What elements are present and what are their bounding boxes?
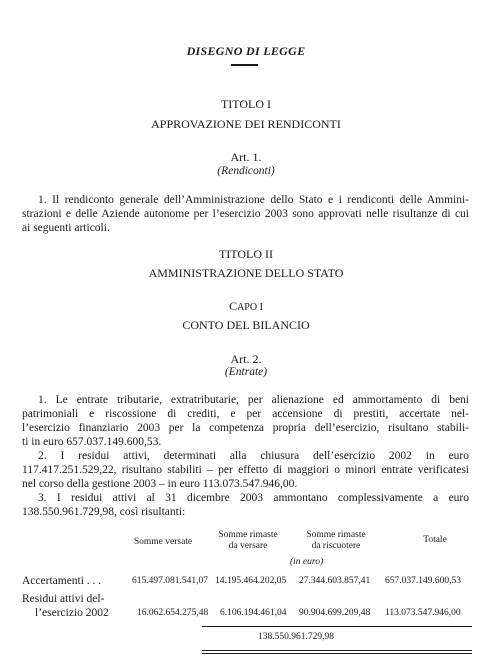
- row-label-accertamenti: Accertamenti . . .: [22, 575, 102, 587]
- titolo-1-name: APPROVAZIONE DEI RENDICONTI: [151, 117, 341, 131]
- art-1-label: Art. 1.: [230, 150, 262, 164]
- cell-accertamenti-da-versare: 14.195.464.202,05: [215, 576, 287, 586]
- titolo-2-label: TITOLO II: [218, 247, 274, 261]
- text-line: 117.417.251.529,22, risultano stabiliti – per effetto di maggiori o minori entrate verificatesi: [22, 464, 469, 476]
- text-line: nel corso della gestione 2003 – in euro 113.073.547.946,00.: [22, 478, 298, 490]
- cell-residui-da-riscuotere: 90.904.699.209,48: [299, 608, 371, 618]
- cell-accertamenti-totale: 657.037.149.600,53: [385, 576, 461, 586]
- text-line: 1. Le entrate tributarie, extratributarie, per alienazione ed ammortamento di beni: [38, 394, 469, 406]
- art-2-paragraph-3: [22, 491, 469, 519]
- col-header-totale: Totale: [423, 535, 447, 545]
- header-line: Somme rimaste: [218, 530, 278, 540]
- total-rule-bottom-2: [202, 653, 472, 654]
- cell-accertamenti-versate: 615.497.081.541,07: [132, 576, 208, 586]
- text-line: 1. Il rendiconto generale dell’Amministrazione dello Stato e i rendiconti delle Ammini-: [38, 194, 469, 206]
- text-line: strazioni e delle Aziende autonome per l’esercizio 2003 sono approvati nelle risultanze di cui: [22, 208, 469, 220]
- text-line: patrimoniali e riscossione di crediti, e per accensione di prestiti, accertate nel-: [22, 408, 469, 420]
- art-2-paragraph-1: [22, 393, 469, 449]
- text-line: 3. I residui attivi al 31 dicembre 2003 ammontano complessivamente a euro: [38, 492, 469, 504]
- art-1-subtitle: (Rendiconti): [217, 165, 275, 177]
- cell-residui-versate: 16.062.654.275,48: [137, 608, 209, 618]
- document-title: DISEGNO DI LEGGE: [186, 44, 306, 58]
- cell-residui-da-versare: 6.106.194.461,04: [220, 608, 287, 618]
- title-underline: [231, 64, 258, 66]
- capo-1-name: CONTO DEL BILANCIO: [182, 318, 310, 332]
- row-label-residui-line1: Residui attivi del-: [22, 593, 105, 605]
- art-2-subtitle: (Entrate): [224, 366, 268, 378]
- header-line: da versare: [228, 541, 268, 551]
- text-line: 2. I residui attivi, determinati alla chiusura dell’esercizio 2002 in euro: [38, 450, 469, 462]
- col-header-somme-versate: Somme versate: [133, 537, 193, 547]
- titolo-1-label: TITOLO I: [220, 97, 272, 111]
- header-line: da riscuotere: [311, 541, 361, 551]
- row-label-residui-line2: l’esercizio 2002: [35, 607, 109, 619]
- capo-initial: C: [229, 299, 238, 313]
- grand-total: 138.550.961.729,98: [258, 632, 334, 642]
- table-unit: (in euro): [290, 557, 324, 567]
- capo-1-label: [0, 299, 492, 314]
- art-1-paragraph: [22, 193, 469, 235]
- text-line: 138.550.961.729,98, così risultanti:: [22, 506, 186, 518]
- art-2-label: Art. 2.: [230, 352, 262, 366]
- total-rule-bottom-1: [202, 650, 472, 651]
- cell-residui-totale: 113.073.547.946,00: [385, 608, 461, 618]
- col-header-somme-rimaste-versare: [205, 530, 291, 552]
- text-line: ai seguenti articoli.: [22, 222, 110, 234]
- total-rule-top: [202, 626, 472, 627]
- capo-rest: APO I: [237, 302, 263, 313]
- titolo-2-name: AMMINISTRAZIONE DELLO STATO: [148, 266, 344, 280]
- col-header-somme-rimaste-riscuotere: [290, 530, 382, 552]
- cell-accertamenti-da-riscuotere: 27.344.603.857,41: [299, 576, 371, 586]
- art-2-paragraph-2: [22, 449, 469, 491]
- header-line: Somme rimaste: [306, 530, 366, 540]
- text-line: l’esercizio finanziario 2003 per la competenza propria dell’esercizio, risultano stabili-: [22, 422, 469, 434]
- text-line: ti in euro 657.037.149.600,53.: [22, 436, 162, 448]
